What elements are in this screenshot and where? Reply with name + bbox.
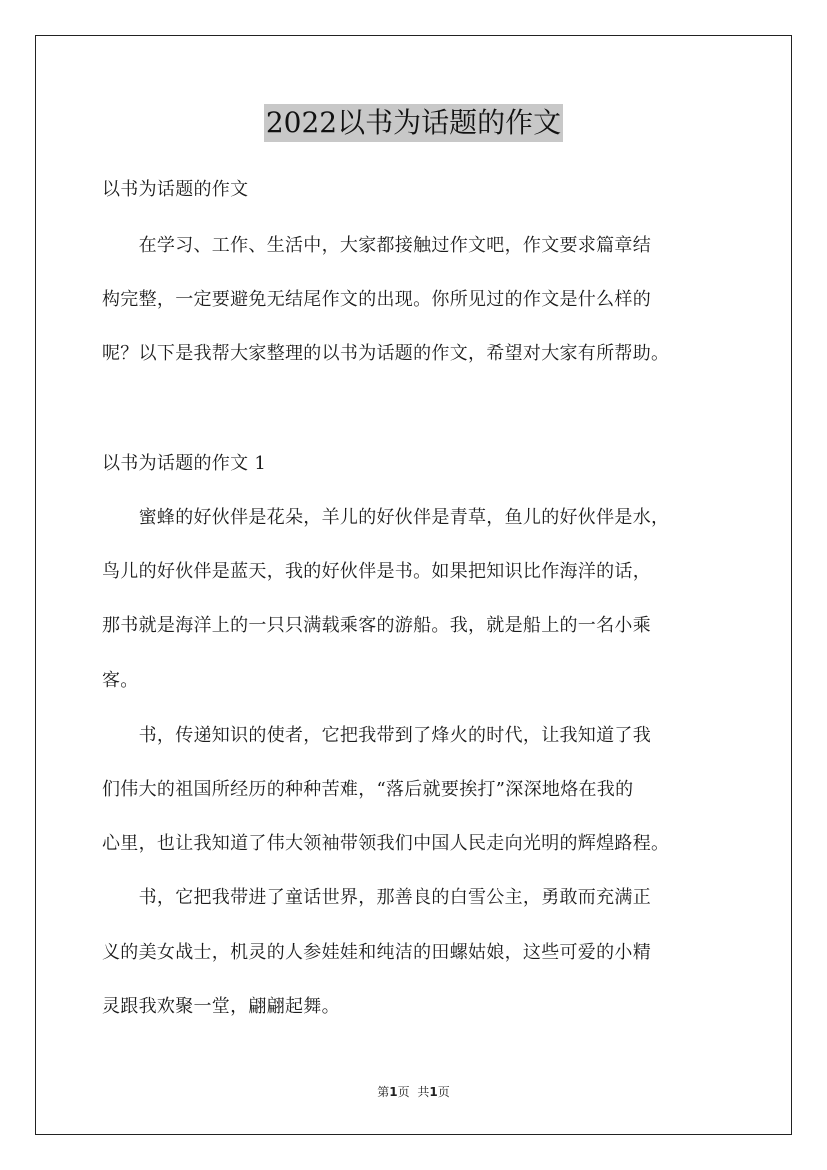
paragraph-line: 们伟大的祖国所经历的种种苦难，“落后就要挨打”深深地烙在我的	[102, 779, 634, 800]
paragraph-line: 义的美女战士，机灵的人参娃娃和纯洁的田螺姑娘，这些可爱的小精	[102, 942, 651, 963]
paragraph-line: 那书就是海洋上的一只只满载乘客的游船。我，就是船上的一名小乘	[102, 615, 651, 636]
page-prefix: 第	[377, 1085, 390, 1099]
page-current: 1	[389, 1085, 398, 1099]
paragraph-line: 呢？以下是我帮大家整理的以书为话题的作文，希望对大家有所帮助。	[102, 343, 670, 364]
paragraph-line: 灵跟我欢聚一堂，翩翩起舞。	[102, 996, 340, 1017]
document-title: 2022以书为话题的作文	[264, 104, 563, 142]
paragraph-line: 鸟儿的好伙伴是蓝天，我的好伙伴是书。如果把知识比作海洋的话，	[102, 561, 651, 582]
paragraph-line: 心里，也让我知道了伟大领袖带领我们中国人民走向光明的辉煌路程。	[102, 833, 670, 854]
section-heading: 以书为话题的作文 1	[102, 453, 267, 474]
paragraph-line: 在学习、工作、生活中，大家都接触过作文吧，作文要求篇章结	[102, 235, 651, 256]
total-suffix: 页	[437, 1085, 450, 1099]
paragraph-line: 蜜蜂的好伙伴是花朵，羊儿的好伙伴是青草，鱼儿的好伙伴是水，	[102, 507, 670, 528]
paragraph-line: 客。	[102, 670, 139, 691]
paragraph-line: 书，它把我带进了童话世界，那善良的白雪公主，勇敢而充满正	[102, 887, 651, 908]
page-footer	[0, 1084, 827, 1100]
page-total: 1	[429, 1085, 438, 1099]
paragraph-line: 书，传递知识的使者，它把我带到了烽火的时代，让我知道了我	[102, 725, 651, 746]
title-container	[0, 104, 827, 142]
section-heading: 以书为话题的作文	[102, 179, 249, 200]
paragraph-line: 构完整，一定要避免无结尾作文的出现。你所见过的作文是什么样的	[102, 289, 651, 310]
page-suffix: 页	[397, 1085, 410, 1099]
total-prefix: 共	[417, 1085, 430, 1099]
